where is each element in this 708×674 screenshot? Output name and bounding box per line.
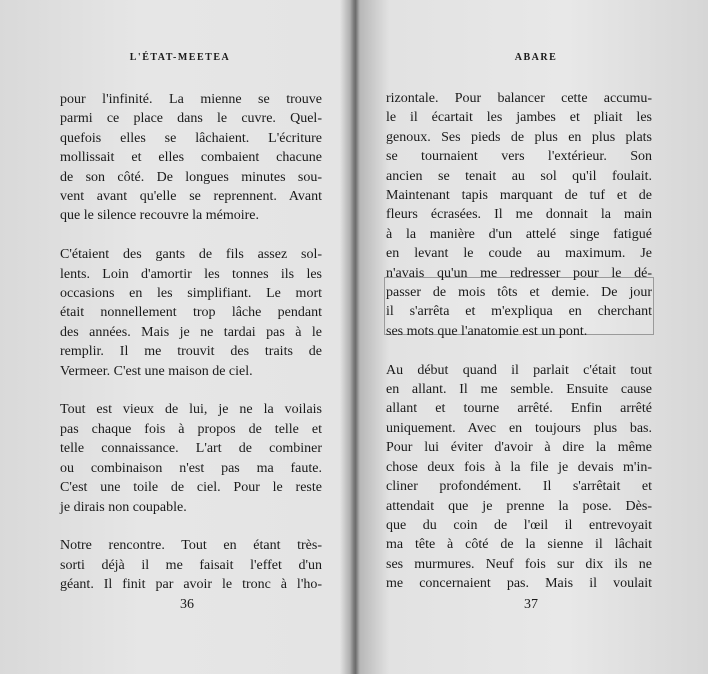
text-line: se tournaient vers l'extérieur. Son [386, 149, 652, 165]
text-line: Vermeer. C'est une maison de ciel. [60, 363, 253, 379]
text-line: en levant le coude au maximum. Je [386, 246, 652, 262]
text-line: chose deux fois à la file je devais m'in- [386, 459, 652, 475]
text-line: vent avant qu'elle se reprennent. Avant [60, 189, 322, 205]
text-line: Au début quand il parlait c'était tout [386, 362, 652, 378]
text-line: genoux. Ses pieds de plus en plus plats [386, 129, 652, 145]
text-line: cliner profondément. Il s'arrêtait et [386, 479, 652, 495]
text-line: lents. Loin d'amortir les tonnes ils les [60, 266, 322, 282]
text-line: me concernaient pas. Mais il voulait [386, 576, 652, 592]
text-line: en allant. Il me semble. Ensuite cause [386, 382, 652, 398]
text-line: de son côté. De longues minutes sou- [60, 169, 322, 185]
text-line: il s'arrêta et m'expliqua en cherchant [386, 304, 652, 320]
text-line: Maintenant tapis marquant de tuf et de [386, 188, 652, 204]
right-page-number: 37 [524, 597, 538, 612]
text-line: quefois elles se lâchaient. L'écriture [60, 130, 322, 146]
text-line: fleurs écrasées. Il me donnait la main [386, 207, 652, 223]
right-text-block [386, 89, 652, 594]
text-line: était nonnellement trop lâche pendant [60, 305, 322, 321]
text-line: ou combinaison n'est pas ma faute. [60, 460, 322, 476]
text-line: Notre rencontre. Tout en étant très- [60, 538, 322, 554]
text-line: ses murmures. Neuf fois sur dix ils ne [386, 556, 652, 572]
text-line: parmi ce place dans le cuvre. Quel- [60, 111, 322, 127]
text-line: des années. Mais je ne tardai pas à le [60, 324, 322, 340]
text-line: ses mots que l'anatomie est un pont. [386, 323, 588, 339]
right-paragraph-2 [386, 361, 652, 594]
text-line: attendait que je prenne la pose. Dès- [386, 498, 652, 514]
right-paragraph-1 [386, 89, 652, 341]
left-paragraph-2 [60, 245, 322, 381]
text-line: C'étaient des gants de fils assez sol- [60, 247, 322, 263]
text-line: telle connaissance. L'art de combiner [60, 441, 322, 457]
left-paragraph-4 [60, 536, 322, 594]
text-line: Pour lui éviter d'avoir à dire la même [386, 440, 652, 456]
text-line: je dirais non coupable. [60, 499, 187, 515]
right-running-head: ABARE [514, 52, 558, 63]
text-line: sorti déjà il me faisait l'effet d'un [60, 557, 322, 573]
text-line: ancien se tenait au sol qu'il foulait. [386, 168, 652, 184]
text-line: géant. Il finit par avoir le tronc à l'ho- [60, 577, 322, 593]
text-line: à la manière d'un attelé singe fatigué [386, 226, 652, 242]
text-line: passer de mois tôts et demie. De jour [386, 285, 652, 301]
text-line: Tout est vieux de lui, je ne la voilais [60, 402, 322, 418]
text-line: ma tête à côté de la sienne il lâchait [386, 537, 652, 553]
left-paragraph-3 [60, 400, 322, 516]
text-line: allant et tourne arrêté. Enfin arrêté [386, 401, 652, 417]
text-line: pour l'infinité. La mienne se trouve [60, 92, 322, 107]
text-line: n'avais qu'un me redresser pour le dé- [386, 265, 652, 281]
text-line: pas chaque fois à propos de telle et [60, 421, 322, 437]
left-paragraph-1 [60, 90, 322, 226]
text-line: que le silence recouvre la mémoire. [60, 208, 260, 224]
text-line: remplir. Il me trouvit des traits de [60, 344, 322, 360]
left-running-head: L'ÉTAT-MEETEA [129, 52, 231, 63]
text-line: C'est une toile de ciel. Pour le reste [60, 480, 322, 496]
left-text-block [60, 90, 322, 595]
text-line: occasions en les simplifiant. Le mort [60, 286, 322, 302]
right-page [356, 0, 708, 674]
text-line: uniquement. Avec en toujours plus bas. [386, 420, 652, 436]
text-line: le il écartait les jambes et pliait les [386, 110, 652, 126]
left-page-number: 36 [180, 597, 194, 612]
text-line: que du coin de l'œil il entrevoyait [386, 517, 652, 533]
text-line: mollissait et elles combaient chacune [60, 150, 322, 166]
text-line: rizontale. Pour balancer cette accumu- [386, 91, 652, 106]
